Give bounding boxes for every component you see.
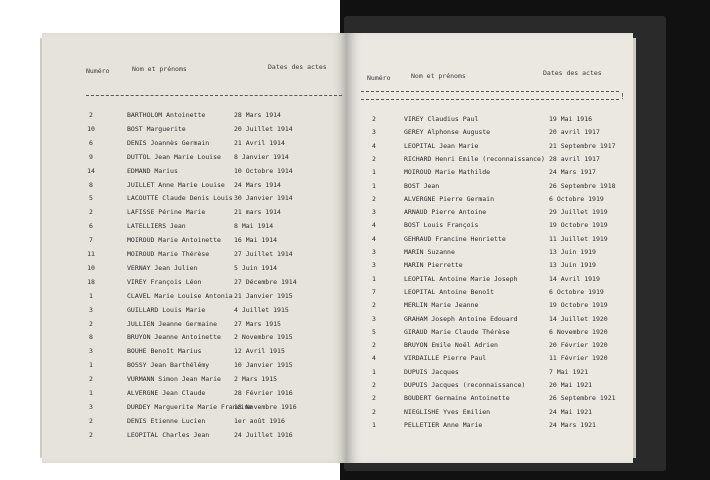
entry-number: 1: [372, 367, 376, 376]
margin-mark: !: [620, 92, 625, 101]
entry-number: 1: [372, 168, 376, 177]
entry-date: 28 Février 1916: [234, 389, 293, 397]
entry-name: GEHRAUD Francine Henriette: [404, 234, 506, 243]
entry-date: 26 Septembre 1921: [549, 394, 616, 403]
entry-number: 2: [89, 319, 93, 328]
entry-number: 7: [372, 287, 376, 296]
entry-date: 8 Mai 1914: [234, 222, 274, 231]
entry-date: 27 Mars 1915: [234, 319, 281, 328]
entry-number: 4: [372, 354, 376, 363]
entry-name: JUILLET Anne Marie Louise: [127, 180, 225, 189]
entry-date: 7 Mai 1921: [549, 367, 589, 376]
entry-date: 20 Février 1920: [549, 341, 608, 350]
entry-number: 2: [372, 194, 376, 203]
entry-number: 3: [89, 347, 93, 356]
header-dates: Dates des actes: [268, 63, 327, 71]
entry-date: 16 Mai 1914: [234, 236, 278, 245]
entry-number: 2: [372, 301, 376, 310]
entry-name: LEOPITAL Antoine Marie Joseph: [404, 274, 518, 283]
entry-name: BOUHE Benoît Marius: [127, 347, 202, 356]
entry-date: 11 Février 1920: [549, 354, 608, 363]
entry-number: 3: [89, 402, 93, 411]
entry-date: 6 Octobre 1919: [549, 287, 604, 296]
entry-name: DUTTOL Jean Marie Louise: [127, 152, 221, 161]
entry-number: 1: [372, 420, 376, 429]
entry-date: 18 Novembre 1916: [234, 402, 297, 411]
entry-name: BOST Louis François: [404, 221, 479, 230]
register-page-right: [347, 33, 633, 463]
header-rule-2: [361, 99, 619, 100]
entry-name: BARTHOLOM Antoinette: [127, 111, 206, 119]
entry-number: 6: [89, 138, 93, 147]
entry-date: 8 Janvier 1914: [234, 152, 289, 161]
entry-date: 21 Janvier 1915: [234, 291, 293, 300]
entry-number: 18: [87, 277, 95, 286]
entry-name: ALVERGNE Pierre Germain: [404, 194, 495, 203]
entry-number: 10: [87, 124, 95, 133]
entry-number: 5: [372, 327, 376, 336]
entry-date: 13 Juin 1919: [549, 261, 596, 270]
entry-name: EDMAND Marius: [127, 166, 178, 175]
entry-name: MARIN Suzanne: [404, 248, 455, 256]
entry-date: 6 Novembre 1920: [549, 327, 608, 336]
entry-date: 2 Mars 1915: [234, 375, 278, 384]
entry-number: 2: [372, 154, 376, 163]
entry-date: 27 Décembre 1914: [234, 277, 297, 286]
entry-number: 1: [89, 361, 93, 370]
entry-name: MOIROUD Marie Antoinette: [127, 236, 221, 245]
entry-name: LATELLIERS Jean: [127, 222, 186, 231]
entry-name: LEOPITAL Charles Jean: [127, 430, 210, 439]
header-rule: [86, 95, 342, 96]
entry-name: DENIS Etienne Lucien: [127, 416, 206, 425]
entry-number: 2: [372, 115, 376, 123]
entry-number: 1: [372, 181, 376, 190]
page-edge-right: [633, 38, 636, 458]
entry-name: BOSSY Jean Barthélémy: [127, 361, 210, 370]
entry-name: GRAHAM Joseph Antoine Edouard: [404, 314, 518, 323]
header-numero: Numéro: [367, 74, 391, 82]
entry-date: 24 Mai 1921: [549, 407, 593, 416]
entry-name: LACOUTTE Claude Denis Louis: [127, 194, 233, 203]
entry-name: MOIROUD Marie Thérèse: [127, 250, 210, 258]
entry-date: 21 Septembre 1917: [549, 141, 616, 150]
header-dates: Dates des actes: [543, 69, 602, 77]
entry-name: BOUDERT Germaine Antoinette: [404, 394, 510, 403]
entry-name: JULLIEN Jeanne Germaine: [127, 319, 218, 328]
header-nom: Nom et prénoms: [132, 65, 187, 73]
entry-name: RICHARD Henri Emile (reconnaissance): [404, 154, 545, 163]
entry-name: MARIN Pierrette: [404, 261, 463, 270]
entry-date: 24 Mars 1917: [549, 168, 596, 177]
entry-date: 14 Juillet 1920: [549, 314, 608, 323]
entry-date: 30 Janvier 1914: [234, 194, 293, 203]
entry-date: 4 Juillet 1915: [234, 305, 289, 314]
entry-date: 24 Mars 1921: [549, 420, 596, 429]
entry-name: ARNAUD Pierre Antoine: [404, 208, 487, 217]
entry-name: DENIS Joannès Germain: [127, 138, 210, 147]
entry-number: 2: [89, 416, 93, 425]
entry-number: 14: [87, 166, 95, 175]
entry-name: DUPUIS Jacques (reconnaissance): [404, 381, 526, 389]
entry-number: 10: [87, 263, 95, 272]
entry-name: NIEGLISHE Yves Emilien: [404, 407, 491, 416]
entry-date: 5 Juin 1914: [234, 263, 278, 272]
entry-name: VIRDAILLE Pierre Paul: [404, 354, 487, 363]
entry-date: 28 avril 1917: [549, 154, 600, 163]
entry-name: VIREY François Léon: [127, 277, 202, 286]
entry-number: 3: [372, 248, 376, 256]
register-page-left: [42, 33, 347, 463]
entry-number: 8: [89, 333, 93, 342]
entry-number: 4: [372, 221, 376, 230]
header-rule: [361, 91, 619, 92]
entry-date: 1er août 1916: [234, 416, 285, 425]
entry-date: 27 Juillet 1914: [234, 250, 293, 258]
entry-number: 2: [89, 430, 93, 439]
entry-name: LAFISSE Périne Marie: [127, 208, 206, 217]
entry-date: 28 Mars 1914: [234, 111, 281, 119]
entry-date: 19 Mai 1916: [549, 115, 593, 123]
entry-number: 3: [372, 261, 376, 270]
entry-name: GUILLARD Louis Marie: [127, 305, 206, 314]
entry-date: 21 mars 1914: [234, 208, 281, 217]
entry-date: 6 Octobre 1919: [549, 194, 604, 203]
entry-date: 19 Octobre 1919: [549, 221, 608, 230]
entry-name: DUPUIS Jacques: [404, 367, 459, 376]
entry-number: 11: [87, 250, 95, 258]
entry-number: 8: [89, 180, 93, 189]
entry-number: 2: [89, 208, 93, 217]
entry-name: VERNAY Jean Julien: [127, 263, 198, 272]
entry-number: 3: [89, 305, 93, 314]
entry-name: ALVERGNE Jean Claude: [127, 389, 206, 397]
entry-date: 20 Juillet 1914: [234, 124, 293, 133]
entry-date: 12 Avril 1915: [234, 347, 285, 356]
entry-date: 10 Octobre 1914: [234, 166, 293, 175]
header-nom: Nom et prénoms: [411, 72, 466, 80]
entry-number: 6: [89, 222, 93, 231]
entry-date: 10 Janvier 1915: [234, 361, 293, 370]
entry-number: 2: [372, 407, 376, 416]
entry-date: 11 Juillet 1919: [549, 234, 608, 243]
entry-number: 9: [89, 152, 93, 161]
entry-date: 19 Octobre 1919: [549, 301, 608, 310]
entry-date: 24 Mars 1914: [234, 180, 281, 189]
entry-number: 7: [89, 236, 93, 245]
entry-number: 2: [372, 341, 376, 350]
entry-number: 4: [372, 141, 376, 150]
entry-name: GIRAUD Marie Claude Thérèse: [404, 327, 510, 336]
entry-number: 3: [372, 314, 376, 323]
entry-name: BOST Marguerite: [127, 124, 186, 133]
entry-number: 4: [372, 234, 376, 243]
entry-name: VURMANN Simon Jean Marie: [127, 375, 221, 384]
entry-number: 1: [372, 274, 376, 283]
entry-name: DURDEY Marguerite Marie Francine: [127, 402, 253, 411]
entry-date: 2 Novembre 1915: [234, 333, 293, 342]
entry-name: CLAVEL Marie Louise Antonia: [127, 291, 233, 300]
entry-date: 21 Avril 1914: [234, 138, 285, 147]
entry-name: BOST Jean: [404, 181, 440, 190]
header-numero: Numéro: [86, 67, 110, 75]
entry-number: 5: [89, 194, 93, 203]
entry-number: 1: [89, 389, 93, 397]
entry-name: PELLETIER Anne Marie: [404, 420, 483, 429]
entry-date: 13 Juin 1919: [549, 248, 596, 256]
entry-number: 2: [372, 394, 376, 403]
entry-number: 3: [372, 208, 376, 217]
entry-name: BRUYON Emile Noël Adrien: [404, 341, 498, 350]
entry-number: 2: [89, 375, 93, 384]
entry-name: LEOPITAL Jean Marie: [404, 141, 479, 150]
entry-name: MOIROUD Marie Mathilde: [404, 168, 491, 177]
entry-name: LEOPITAL Antoine Benoît: [404, 287, 495, 296]
entry-date: 29 Juillet 1919: [549, 208, 608, 217]
entry-date: 24 Juillet 1916: [234, 430, 293, 439]
entry-name: BRUYON Jeanne Antoinette: [127, 333, 221, 342]
entry-name: VIREY Claudius Paul: [404, 115, 479, 123]
entry-date: 14 Avril 1919: [549, 274, 600, 283]
entry-name: GEREY Alphonse Auguste: [404, 128, 491, 137]
entry-date: 20 Mai 1921: [549, 381, 593, 389]
entry-number: 1: [89, 291, 93, 300]
entry-date: 26 Septembre 1918: [549, 181, 616, 190]
entry-date: 20 avril 1917: [549, 128, 600, 137]
entry-name: MERLIN Marie Jeanne: [404, 301, 479, 310]
entry-number: 3: [372, 128, 376, 137]
entry-number: 2: [372, 381, 376, 389]
entry-number: 2: [89, 111, 93, 119]
